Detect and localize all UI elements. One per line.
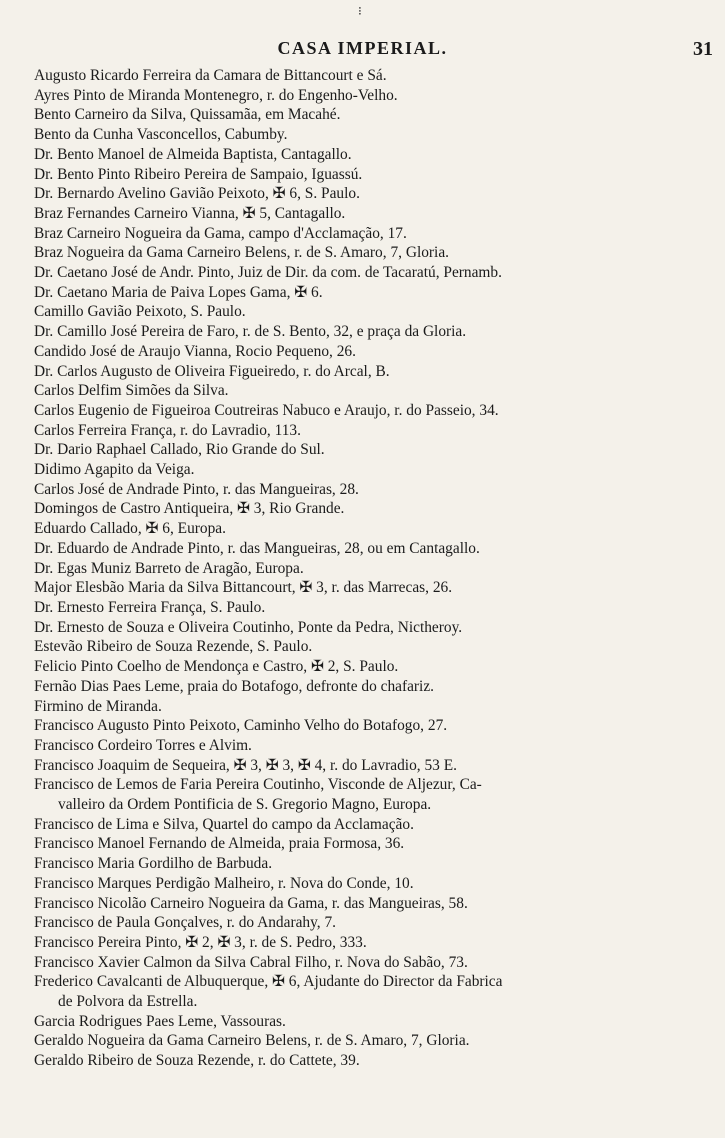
list-item: Dr. Ernesto Ferreira França, S. Paulo. xyxy=(34,598,266,616)
list-item: Francisco Joaquim de Sequeira, ✠ 3, ✠ 3, ✠ 4, r. do Lavradio, 53 E. xyxy=(34,756,457,774)
entry-list xyxy=(34,66,674,1071)
list-item: Francisco Xavier Calmon da Silva Cabral Filho, r. Nova do Sabão, 73. xyxy=(34,953,468,971)
list-item: Dr. Caetano José de Andr. Pinto, Juiz de Dir. da com. de Tacaratú, Pernamb. xyxy=(34,264,502,282)
list-item: Francisco Augusto Pinto Peixoto, Caminho Velho do Botafogo, 27. xyxy=(34,717,448,735)
list-item: Francisco de Paula Gonçalves, r. do Andarahy, 7. xyxy=(34,914,337,932)
list-item: Francisco Manoel Fernando de Almeida, praia Formosa, 36. xyxy=(34,835,405,853)
page-number: 31 xyxy=(693,38,713,60)
list-item: Camillo Gavião Peixoto, S. Paulo. xyxy=(34,303,246,321)
list-item: Dr. Dario Raphael Callado, Rio Grande do Sul. xyxy=(34,441,325,459)
list-item: Dr. Bento Pinto Ribeiro Pereira de Sampaio, Iguassú. xyxy=(34,165,363,183)
list-item: Firmino de Miranda. xyxy=(34,697,162,715)
list-item: Dr. Camillo José Pereira de Faro, r. de S. Bento, 32, e praça da Gloria. xyxy=(34,323,467,341)
list-item: Francisco Maria Gordilho de Barbuda. xyxy=(34,855,273,873)
list-item: Garcia Rodrigues Paes Leme, Vassouras. xyxy=(34,1012,286,1030)
list-item: Frederico Cavalcanti de Albuquerque, ✠ 6, Ajudante do Director da Fabrica xyxy=(34,973,503,991)
list-item: Candido José de Araujo Vianna, Rocio Pequeno, 26. xyxy=(34,342,356,360)
list-item: Didimo Agapito da Veiga. xyxy=(34,461,195,479)
page-title: CASA IMPERIAL. xyxy=(277,38,448,58)
list-item: Carlos Ferreira França, r. do Lavradio, 113. xyxy=(34,421,301,439)
list-item: Francisco de Lemos de Faria Pereira Coutinho, Visconde de Aljezur, Ca- xyxy=(34,776,482,794)
list-item: Major Elesbão Maria da Silva Bittancourt, ✠ 3, r. das Marrecas, 26. xyxy=(34,579,453,597)
list-item: Felicio Pinto Coelho de Mendonça e Castro, ✠ 2, S. Paulo. xyxy=(34,658,399,676)
list-item: Dr. Ernesto de Souza e Oliveira Coutinho, Ponte da Pedra, Nictheroy. xyxy=(34,618,463,636)
list-item: Francisco Nicolão Carneiro Nogueira da Gama, r. das Mangueiras, 58. xyxy=(34,894,468,912)
list-item: Dr. Carlos Augusto de Oliveira Figueiredo, r. do Arcal, B. xyxy=(34,362,390,380)
list-item: Geraldo Ribeiro de Souza Rezende, r. do Cattete, 39. xyxy=(34,1052,360,1070)
list-item: Carlos Eugenio de Figueiroa Coutreiras Nabuco e Araujo, r. do Passeio, 34. xyxy=(34,401,499,419)
list-item: Bento Carneiro da Silva, Quissamãa, em Macahé. xyxy=(34,106,341,124)
page-header xyxy=(0,38,725,68)
list-item: Braz Fernandes Carneiro Vianna, ✠ 5, Cantagallo. xyxy=(34,204,346,222)
list-item: Fernão Dias Paes Leme, praia do Botafogo, defronte do chafariz. xyxy=(34,677,435,695)
list-item: Geraldo Nogueira da Gama Carneiro Belens, r. de S. Amaro, 7, Gloria. xyxy=(34,1032,470,1050)
list-item: Francisco Marques Perdigão Malheiro, r. Nova do Conde, 10. xyxy=(34,874,414,892)
list-item: Dr. Eduardo de Andrade Pinto, r. das Mangueiras, 28, ou em Cantagallo. xyxy=(34,539,480,557)
list-item: Augusto Ricardo Ferreira da Camara de Bittancourt e Sá. xyxy=(34,67,387,84)
list-item: Francisco Cordeiro Torres e Alvim. xyxy=(34,736,252,754)
list-item: Estevão Ribeiro de Souza Rezende, S. Paulo. xyxy=(34,638,313,656)
list-item: Braz Nogueira da Gama Carneiro Belens, r. de S. Amaro, 7, Gloria. xyxy=(34,244,449,262)
list-item: Dr. Bernardo Avelino Gavião Peixoto, ✠ 6, S. Paulo. xyxy=(34,185,360,203)
list-item: Domingos de Castro Antiqueira, ✠ 3, Rio Grande. xyxy=(34,500,345,518)
list-item: Braz Carneiro Nogueira da Gama, campo d'Acclamação, 17. xyxy=(34,224,407,242)
list-item: Francisco Pereira Pinto, ✠ 2, ✠ 3, r. de S. Pedro, 333. xyxy=(34,933,367,951)
top-ornament: ⁝ xyxy=(358,4,363,18)
list-item: Carlos José de Andrade Pinto, r. das Mangueiras, 28. xyxy=(34,480,359,498)
list-item: Dr. Egas Muniz Barreto de Aragão, Europa. xyxy=(34,559,304,577)
list-item: Dr. Caetano Maria de Paiva Lopes Gama, ✠ 6. xyxy=(34,283,323,301)
list-item: Dr. Bento Manoel de Almeida Baptista, Cantagallo. xyxy=(34,145,352,163)
entry-continuation-line: valleiro da Ordem Pontificia de S. Gregorio Magno, Europa. xyxy=(58,796,432,814)
list-item: Bento da Cunha Vasconcellos, Cabumby. xyxy=(34,126,288,144)
entry-continuation-line: de Polvora da Estrella. xyxy=(58,993,198,1011)
list-item: Ayres Pinto de Miranda Montenegro, r. do Engenho-Velho. xyxy=(34,86,398,104)
list-item: Francisco de Lima e Silva, Quartel do campo da Acclamação. xyxy=(34,815,414,833)
list-item: Carlos Delfim Simões da Silva. xyxy=(34,382,229,400)
list-item: Eduardo Callado, ✠ 6, Europa. xyxy=(34,520,226,538)
